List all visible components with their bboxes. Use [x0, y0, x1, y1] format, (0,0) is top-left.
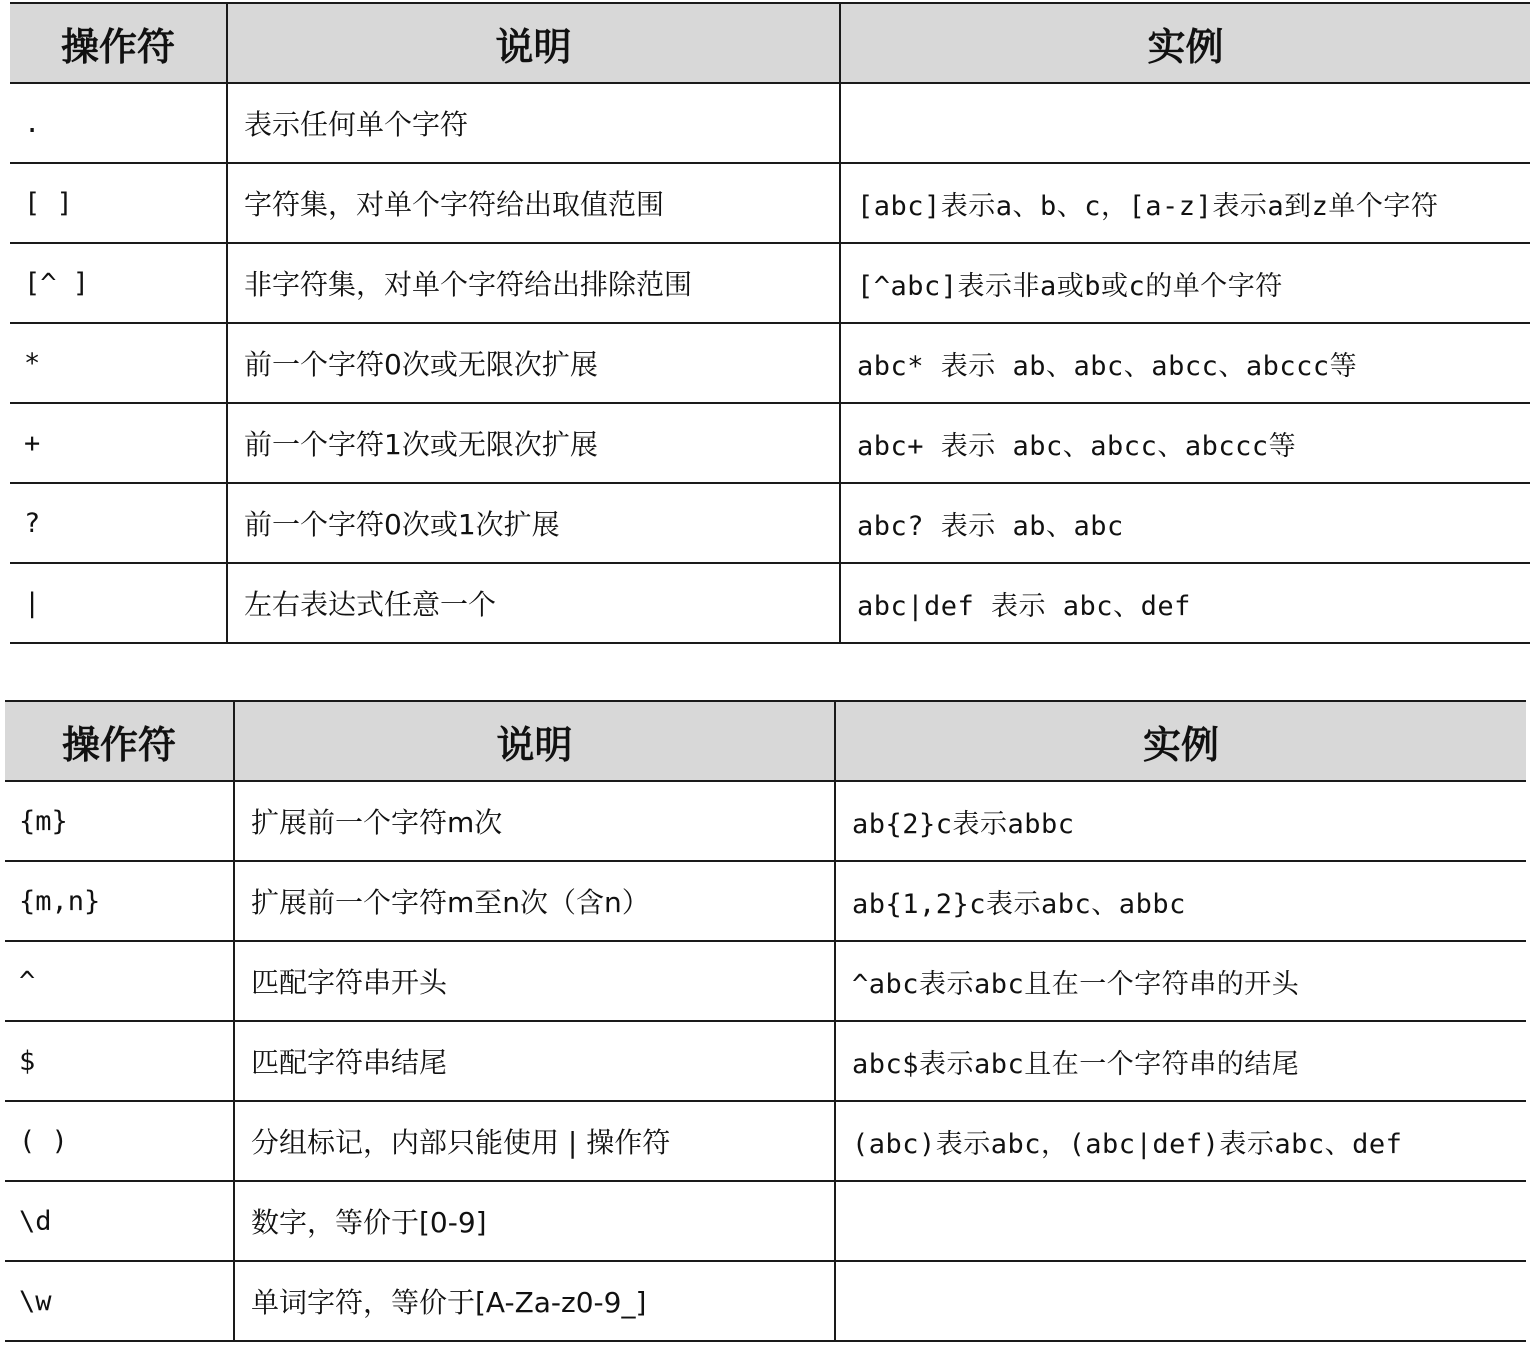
operator-cell: | — [10, 563, 227, 643]
operator-cell: $ — [5, 1021, 234, 1101]
example-cell: abc? 表示 ab、abc — [840, 483, 1530, 563]
description-cell: 匹配字符串开头 — [234, 941, 835, 1021]
regex-operators-table-2 — [5, 700, 1526, 1342]
description-cell: 扩展前一个字符m次 — [234, 781, 835, 861]
table-row — [5, 1181, 1526, 1261]
operator-cell: {m,n} — [5, 861, 234, 941]
operator-cell: [^ ] — [10, 243, 227, 323]
table-header-row — [5, 701, 1526, 781]
table-row — [10, 83, 1530, 163]
description-cell: 分组标记，内部只能使用 | 操作符 — [234, 1101, 835, 1181]
operator-cell: \d — [5, 1181, 234, 1261]
description-cell: 前一个字符1次或无限次扩展 — [227, 403, 840, 483]
table-row — [10, 243, 1530, 323]
table-row — [10, 403, 1530, 483]
example-cell: (abc)表示abc，(abc|def)表示abc、def — [835, 1101, 1526, 1181]
description-cell: 非字符集，对单个字符给出排除范围 — [227, 243, 840, 323]
header-description: 说明 — [227, 3, 840, 83]
description-cell: 匹配字符串结尾 — [234, 1021, 835, 1101]
example-cell: abc$表示abc且在一个字符串的结尾 — [835, 1021, 1526, 1101]
example-cell — [835, 1181, 1526, 1261]
table-row — [5, 781, 1526, 861]
table-row — [5, 1261, 1526, 1341]
operator-cell: \w — [5, 1261, 234, 1341]
example-cell: abc|def 表示 abc、def — [840, 563, 1530, 643]
header-operator: 操作符 — [10, 3, 227, 83]
table-row — [5, 1101, 1526, 1181]
description-cell: 前一个字符0次或1次扩展 — [227, 483, 840, 563]
table-row — [10, 323, 1530, 403]
description-cell: 字符集，对单个字符给出取值范围 — [227, 163, 840, 243]
operator-cell: [ ] — [10, 163, 227, 243]
table-row — [5, 861, 1526, 941]
operator-cell: + — [10, 403, 227, 483]
table-row — [5, 941, 1526, 1021]
example-cell — [840, 83, 1530, 163]
example-cell: [^abc]表示非a或b或c的单个字符 — [840, 243, 1530, 323]
description-cell: 左右表达式任意一个 — [227, 563, 840, 643]
description-cell: 扩展前一个字符m至n次（含n） — [234, 861, 835, 941]
header-example: 实例 — [840, 3, 1530, 83]
example-cell: ^abc表示abc且在一个字符串的开头 — [835, 941, 1526, 1021]
operator-cell: ^ — [5, 941, 234, 1021]
description-cell: 表示任何单个字符 — [227, 83, 840, 163]
operator-cell: ? — [10, 483, 227, 563]
header-example: 实例 — [835, 701, 1526, 781]
example-cell: ab{2}c表示abbc — [835, 781, 1526, 861]
example-cell: ab{1,2}c表示abc、abbc — [835, 861, 1526, 941]
table-header-row — [10, 3, 1530, 83]
regex-operators-table-1 — [10, 2, 1530, 644]
table-row — [10, 483, 1530, 563]
operator-cell: ( ) — [5, 1101, 234, 1181]
operator-cell: . — [10, 83, 227, 163]
example-cell: [abc]表示a、b、c，[a-z]表示a到z单个字符 — [840, 163, 1530, 243]
description-cell: 数字，等价于[0-9] — [234, 1181, 835, 1261]
header-description: 说明 — [234, 701, 835, 781]
description-cell: 单词字符，等价于[A-Za-z0-9_] — [234, 1261, 835, 1341]
operator-cell: * — [10, 323, 227, 403]
example-cell — [835, 1261, 1526, 1341]
table-row — [10, 163, 1530, 243]
operator-cell: {m} — [5, 781, 234, 861]
description-cell: 前一个字符0次或无限次扩展 — [227, 323, 840, 403]
header-operator: 操作符 — [5, 701, 234, 781]
table-row — [10, 563, 1530, 643]
example-cell: abc* 表示 ab、abc、abcc、abccc等 — [840, 323, 1530, 403]
table-row — [5, 1021, 1526, 1101]
example-cell: abc+ 表示 abc、abcc、abccc等 — [840, 403, 1530, 483]
